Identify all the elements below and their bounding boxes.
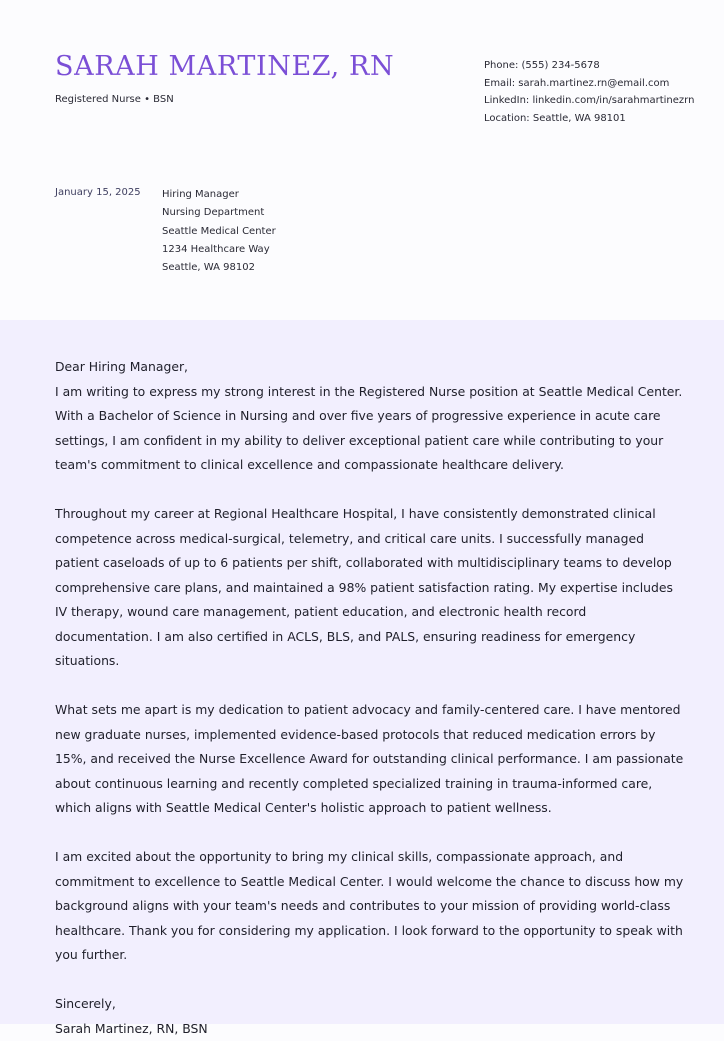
contact-location: Location: Seattle, WA 98101	[484, 110, 694, 128]
letterhead	[0, 0, 724, 320]
applicant-name: SARAH MARTINEZ, RN	[55, 51, 394, 82]
recipient-line: 1234 Healthcare Way	[162, 241, 276, 259]
letter-date: January 15, 2025	[55, 187, 141, 198]
recipient-line: Seattle, WA 98102	[162, 259, 276, 277]
salutation: Dear Hiring Manager,	[55, 355, 687, 380]
signature: Sarah Martinez, RN, BSN	[55, 1017, 687, 1041]
paragraph-conclusion: I am excited about the opportunity to bring my clinical skills, compassionate approach, and commitment to excellence to Seattle Medical Center. I would welcome the chance to discuss how my background aligns with your team's needs and contributes to your mission of providing world-class healthcare. Thank you for considering my application. I look forward to the opportunity to speak with you further.	[55, 845, 687, 968]
applicant-credentials: Registered Nurse • BSN	[55, 94, 174, 105]
paragraph-spacer	[55, 674, 687, 699]
paragraph-introduction: I am writing to express my strong interest in the Registered Nurse position at Seattle Medical Center. With a Bachelor of Science in Nursing and over five years of progressive experience in acute care settings, I am confident in my ability to deliver exceptional patient care while contributing to your team's commitment to clinical excellence and compassionate healthcare delivery.	[55, 380, 687, 478]
recipient-address	[162, 186, 276, 277]
recipient-line: Seattle Medical Center	[162, 223, 276, 241]
recipient-line: Hiring Manager	[162, 186, 276, 204]
letter-body-section	[0, 320, 724, 1024]
contact-phone: Phone: (555) 234-5678	[484, 57, 694, 75]
paragraph-experience: Throughout my career at Regional Healthcare Hospital, I have consistently demonstrated clinical competence across medical-surgical, telemetry, and critical care units. I successfully managed patient caseloads of up to 6 patients per shift, collaborated with multidisciplinary teams to develop comprehensive care plans, and maintained a 98% patient satisfaction rating. My expertise includes IV therapy, wound care management, patient education, and electronic health record documentation. I am also certified in ACLS, BLS, and PALS, ensuring readiness for emergency situations.	[55, 502, 687, 674]
closing: Sincerely,	[55, 992, 687, 1017]
recipient-line: Nursing Department	[162, 204, 276, 222]
contact-linkedin: LinkedIn: linkedin.com/in/sarahmartinezrn	[484, 92, 694, 110]
paragraph-spacer	[55, 821, 687, 846]
paragraph-spacer	[55, 968, 687, 993]
paragraph-differentiators: What sets me apart is my dedication to patient advocacy and family-centered care. I have mentored new graduate nurses, implemented evidence-based protocols that reduced medication errors by 15%, and received the Nurse Excellence Award for outstanding clinical performance. I am passionate about continuous learning and recently completed specialized training in trauma-informed care, which aligns with Seattle Medical Center's holistic approach to patient wellness.	[55, 698, 687, 821]
contact-block	[484, 57, 694, 128]
contact-email: Email: sarah.martinez.rn@email.com	[484, 75, 694, 93]
letter-body	[55, 355, 687, 1041]
paragraph-spacer	[55, 478, 687, 503]
